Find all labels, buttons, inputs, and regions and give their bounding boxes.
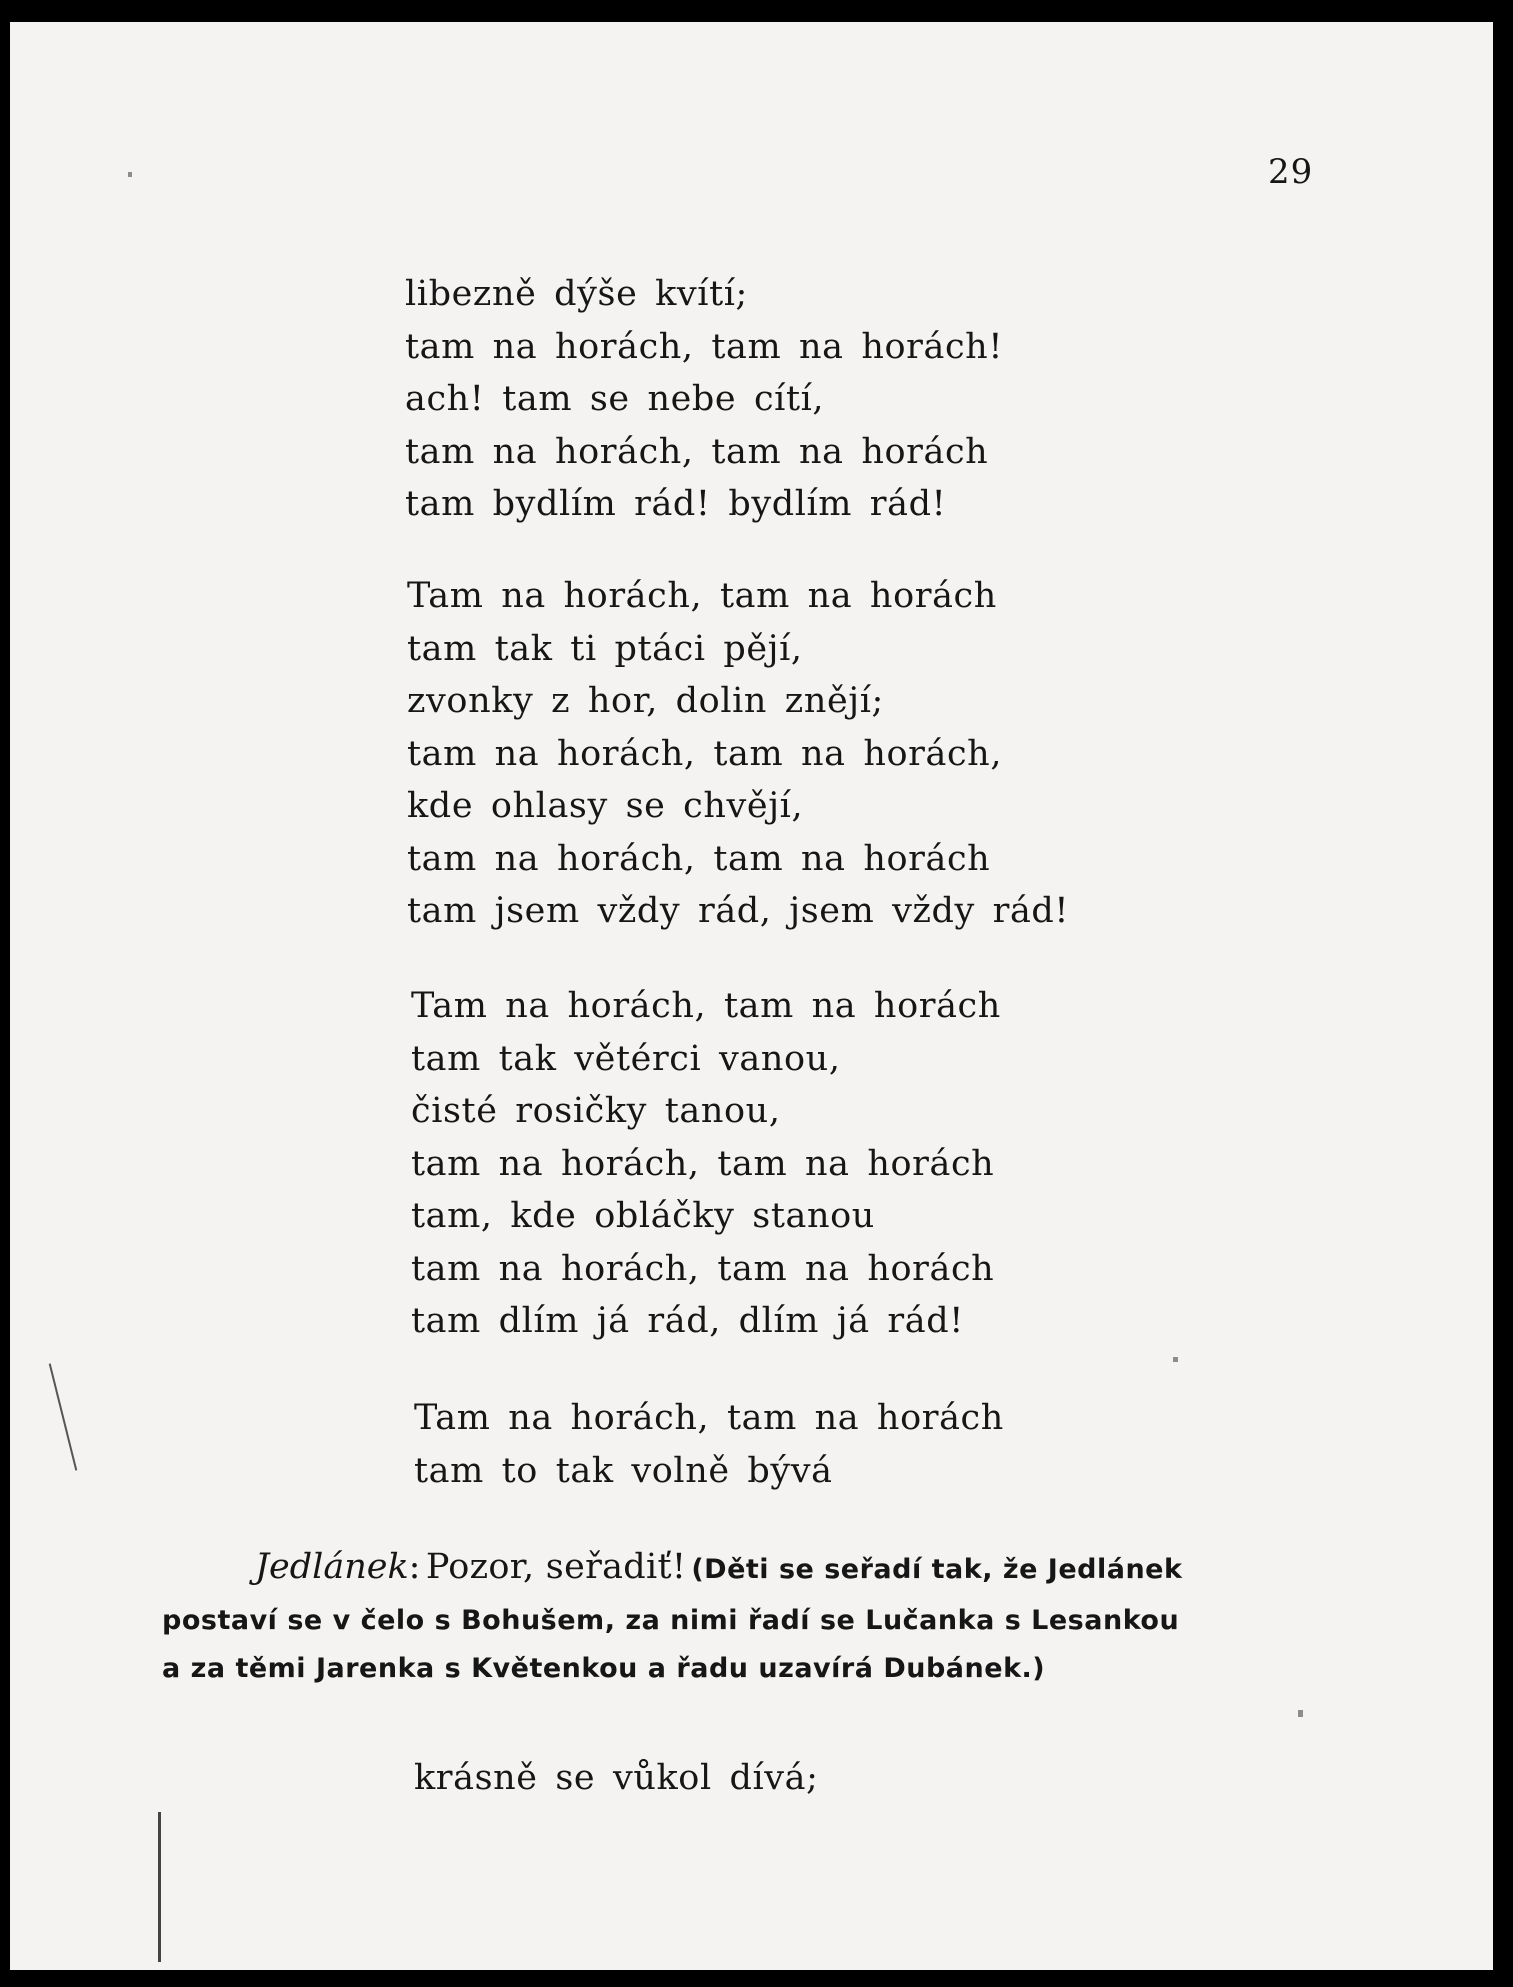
stanza-4: [414, 1392, 1004, 1497]
stage-direction-line: a za těmi Jarenka s Květenkou a řadu uzavírá Dubánek.): [162, 1653, 1046, 1684]
stanza-3: [411, 980, 1001, 1348]
scan-blemish: [1298, 1710, 1303, 1717]
verse-line: tam bydlím rád! bydlím rád!: [405, 484, 947, 524]
verse-line: krásně se vůkol dívá;: [414, 1758, 819, 1798]
verse-line: tam, kde obláčky stanou: [411, 1196, 875, 1236]
verse-line: tam na horách, tam na horách,: [407, 733, 1003, 774]
verse-line: ach! tam se nebe cítí,: [405, 379, 825, 419]
verse-line: Tam na horách, tam na horách: [414, 1398, 1004, 1438]
speech-text: Pozor, seřadiť!: [425, 1547, 687, 1587]
verse-line: zvonky z hor, dolin znějí;: [407, 681, 884, 721]
verse-line: Tam na horách, tam na horách: [411, 986, 1001, 1026]
verse-line: libezně dýše kvítí;: [405, 274, 748, 314]
speaker-name: Jedlánek: [255, 1547, 409, 1587]
stage-direction-text: (Děti se seřadí tak, že Jedlánek: [691, 1554, 1183, 1585]
scan-blemish: [49, 1363, 78, 1470]
verse-line: kde ohlasy se chvějí,: [407, 786, 804, 826]
page-number: 29: [1268, 152, 1314, 192]
book-page: [10, 22, 1493, 1970]
stage-direction-line: postaví se v čelo s Bohušem, za nimi řadí se Lučanka s Lesankou: [162, 1605, 1180, 1636]
verse-line: tam na horách, tam na horách: [407, 838, 991, 879]
stanza-5: [414, 1752, 819, 1805]
scan-blemish: [128, 172, 132, 177]
verse-line: tam to tak volně bývá: [414, 1450, 833, 1491]
verse-line: čisté rosičky tanou,: [411, 1091, 781, 1131]
verse-line: tam dlím já rád, dlím já rád!: [411, 1301, 964, 1341]
stanza-2: [407, 570, 1069, 938]
scan-blemish: [158, 1812, 161, 1962]
verse-line: Tam na horách, tam na horách: [407, 576, 997, 616]
verse-line: tam jsem vždy rád, jsem vždy rád!: [407, 891, 1070, 931]
scan-blemish: [1173, 1357, 1178, 1362]
verse-line: tam tak ti ptáci pějí,: [407, 628, 803, 669]
stage-direction-first-line: [162, 1543, 1332, 1597]
verse-line: tam na horách, tam na horách: [411, 1248, 995, 1289]
verse-line: tam na horách, tam na horách!: [405, 326, 1003, 367]
speaker-colon: :: [408, 1547, 421, 1587]
verse-line: tam na horách, tam na horách: [411, 1143, 995, 1184]
verse-line: tam tak větérci vanou,: [411, 1038, 841, 1079]
stanza-1: [405, 268, 1003, 531]
stage-direction-block: [162, 1543, 1332, 1693]
verse-line: tam na horách, tam na horách: [405, 431, 989, 472]
